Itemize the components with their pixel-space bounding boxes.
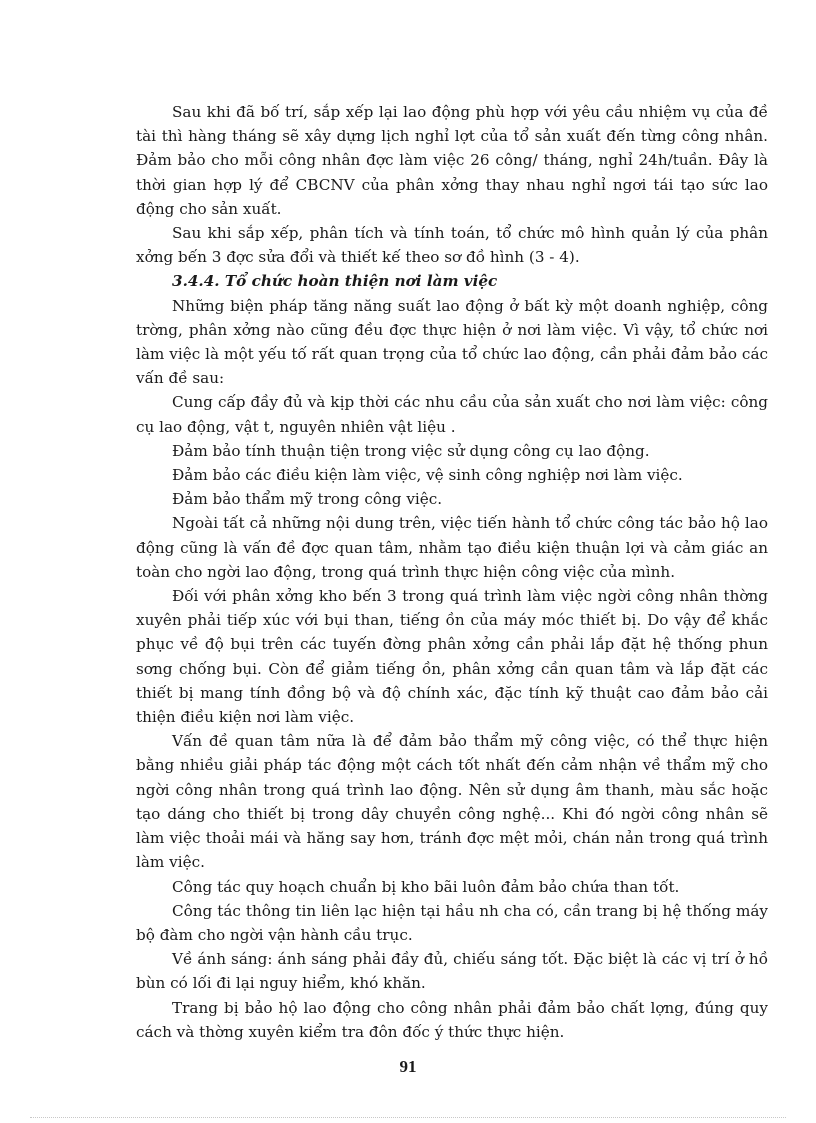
paragraph: Đảm bảo thẩm mỹ trong công việc. xyxy=(172,490,443,509)
paragraph: Những biện pháp tăng năng suất lao động ở bất kỳ một doanh nghiệp, công trờng, phân xởng nào cũng đều đợc thực hiện ở nơi làm việc. Vì vậy, tổ chức nơi làm việc là một yếu tố rất quan trọng của tổ chức lao động, cần phải đảm bảo các vấn đề sau: xyxy=(136,296,768,388)
paragraph: Đảm bảo tính thuận tiện trong việc sử dụng công cụ lao động. xyxy=(172,441,650,460)
page-body xyxy=(136,100,768,1044)
paragraph: Vấn đề quan tâm nữa là để đảm bảo thẩm mỹ công việc, có thể thực hiện bằng nhiều giải pháp tác động một cách tốt nhất đến cảm nhận về thẩm mỹ cho ngời công nhân trong quá trình lao động. Nên sử dụng âm thanh, màu sắc hoặc tạo dáng cho thiết bị trong dây chuyền công nghệ... Khi đó ngời công nhân sẽ làm việc thoải mái và hăng say hơn, tránh đợc mệt mỏi, chán nản trong quá trình làm việc. xyxy=(136,732,768,872)
paragraph: Sau khi đã bố trí, sắp xếp lại lao động phù hợp với yêu cầu nhiệm vụ của đề tài thì hàng tháng sẽ xây dựng lịch nghỉ lợt của tổ sản xuất đến từng công nhân. Đảm bảo cho mỗi công nhân đợc làm việc 26 công/ tháng, nghỉ 24h/tuần. Đây là thời gian hợp lý để CBCNV của phân xởng thay nhau nghỉ ngơi tái tạo sức lao động cho sản xuất. xyxy=(136,103,768,218)
section-heading: 3.4.4. Tổ chức hoàn thiện nơi làm việc xyxy=(172,272,498,291)
paragraph: Công tác quy hoạch chuẩn bị kho bãi luôn đảm bảo chứa than tốt. xyxy=(172,877,680,896)
paragraph: Công tác thông tin liên lạc hiện tại hầu nh cha có, cần trang bị hệ thống máy bộ đàm cho ngời vận hành cầu trục. xyxy=(136,901,768,944)
paragraph: Về ánh sáng: ánh sáng phải đầy đủ, chiếu sáng tốt. Đặc biệt là các vị trí ở hồ bùn có lối đi lại nguy hiểm, khó khăn. xyxy=(136,950,768,993)
paragraph: Cung cấp đầy đủ và kịp thời các nhu cầu của sản xuất cho nơi làm việc: công cụ lao động, vật t, nguyên nhiên vật liệu . xyxy=(136,393,768,436)
page-number: 91 xyxy=(399,1057,417,1076)
paragraph: Đối với phân xởng kho bến 3 trong quá trình làm việc ngời công nhân thờng xuyên phải tiếp xúc với bụi than, tiếng ồn của máy móc thiết bị. Do vậy để khắc phục về độ bụi trên các tuyến đờng phân xởng cần phải lắp đặt hệ thống phun sơng chống bụi. Còn để giảm tiếng ồn, phân xởng cần quan tâm và lắp đặt các thiết bị mang tính đồng bộ và độ chính xác, đặc tính kỹ thuật cao đảm bảo cải thiện điều kiện nơi làm việc. xyxy=(136,587,768,727)
paragraph: Sau khi sắp xếp, phân tích và tính toán, tổ chức mô hình quản lý của phân xởng bến 3 đợc sửa đổi và thiết kế theo sơ đồ hình (3 - 4). xyxy=(136,224,768,267)
paragraph: Đảm bảo các điều kiện làm việc, vệ sinh công nghiệp nơi làm việc. xyxy=(172,466,683,485)
paragraph: Trang bị bảo hộ lao động cho công nhân phải đảm bảo chất lợng, đúng quy cách và thờng xuyên kiểm tra đôn đốc ý thức thực hiện. xyxy=(136,998,768,1041)
footer-divider xyxy=(30,1117,786,1118)
paragraph: Ngoài tất cả những nội dung trên, việc tiến hành tổ chức công tác bảo hộ lao động cũng là vấn đề đợc quan tâm, nhằm tạo điều kiện thuận lợi và cảm giác an toàn cho ngời lao động, trong quá trình thực hiện công việc của mình. xyxy=(136,514,768,581)
